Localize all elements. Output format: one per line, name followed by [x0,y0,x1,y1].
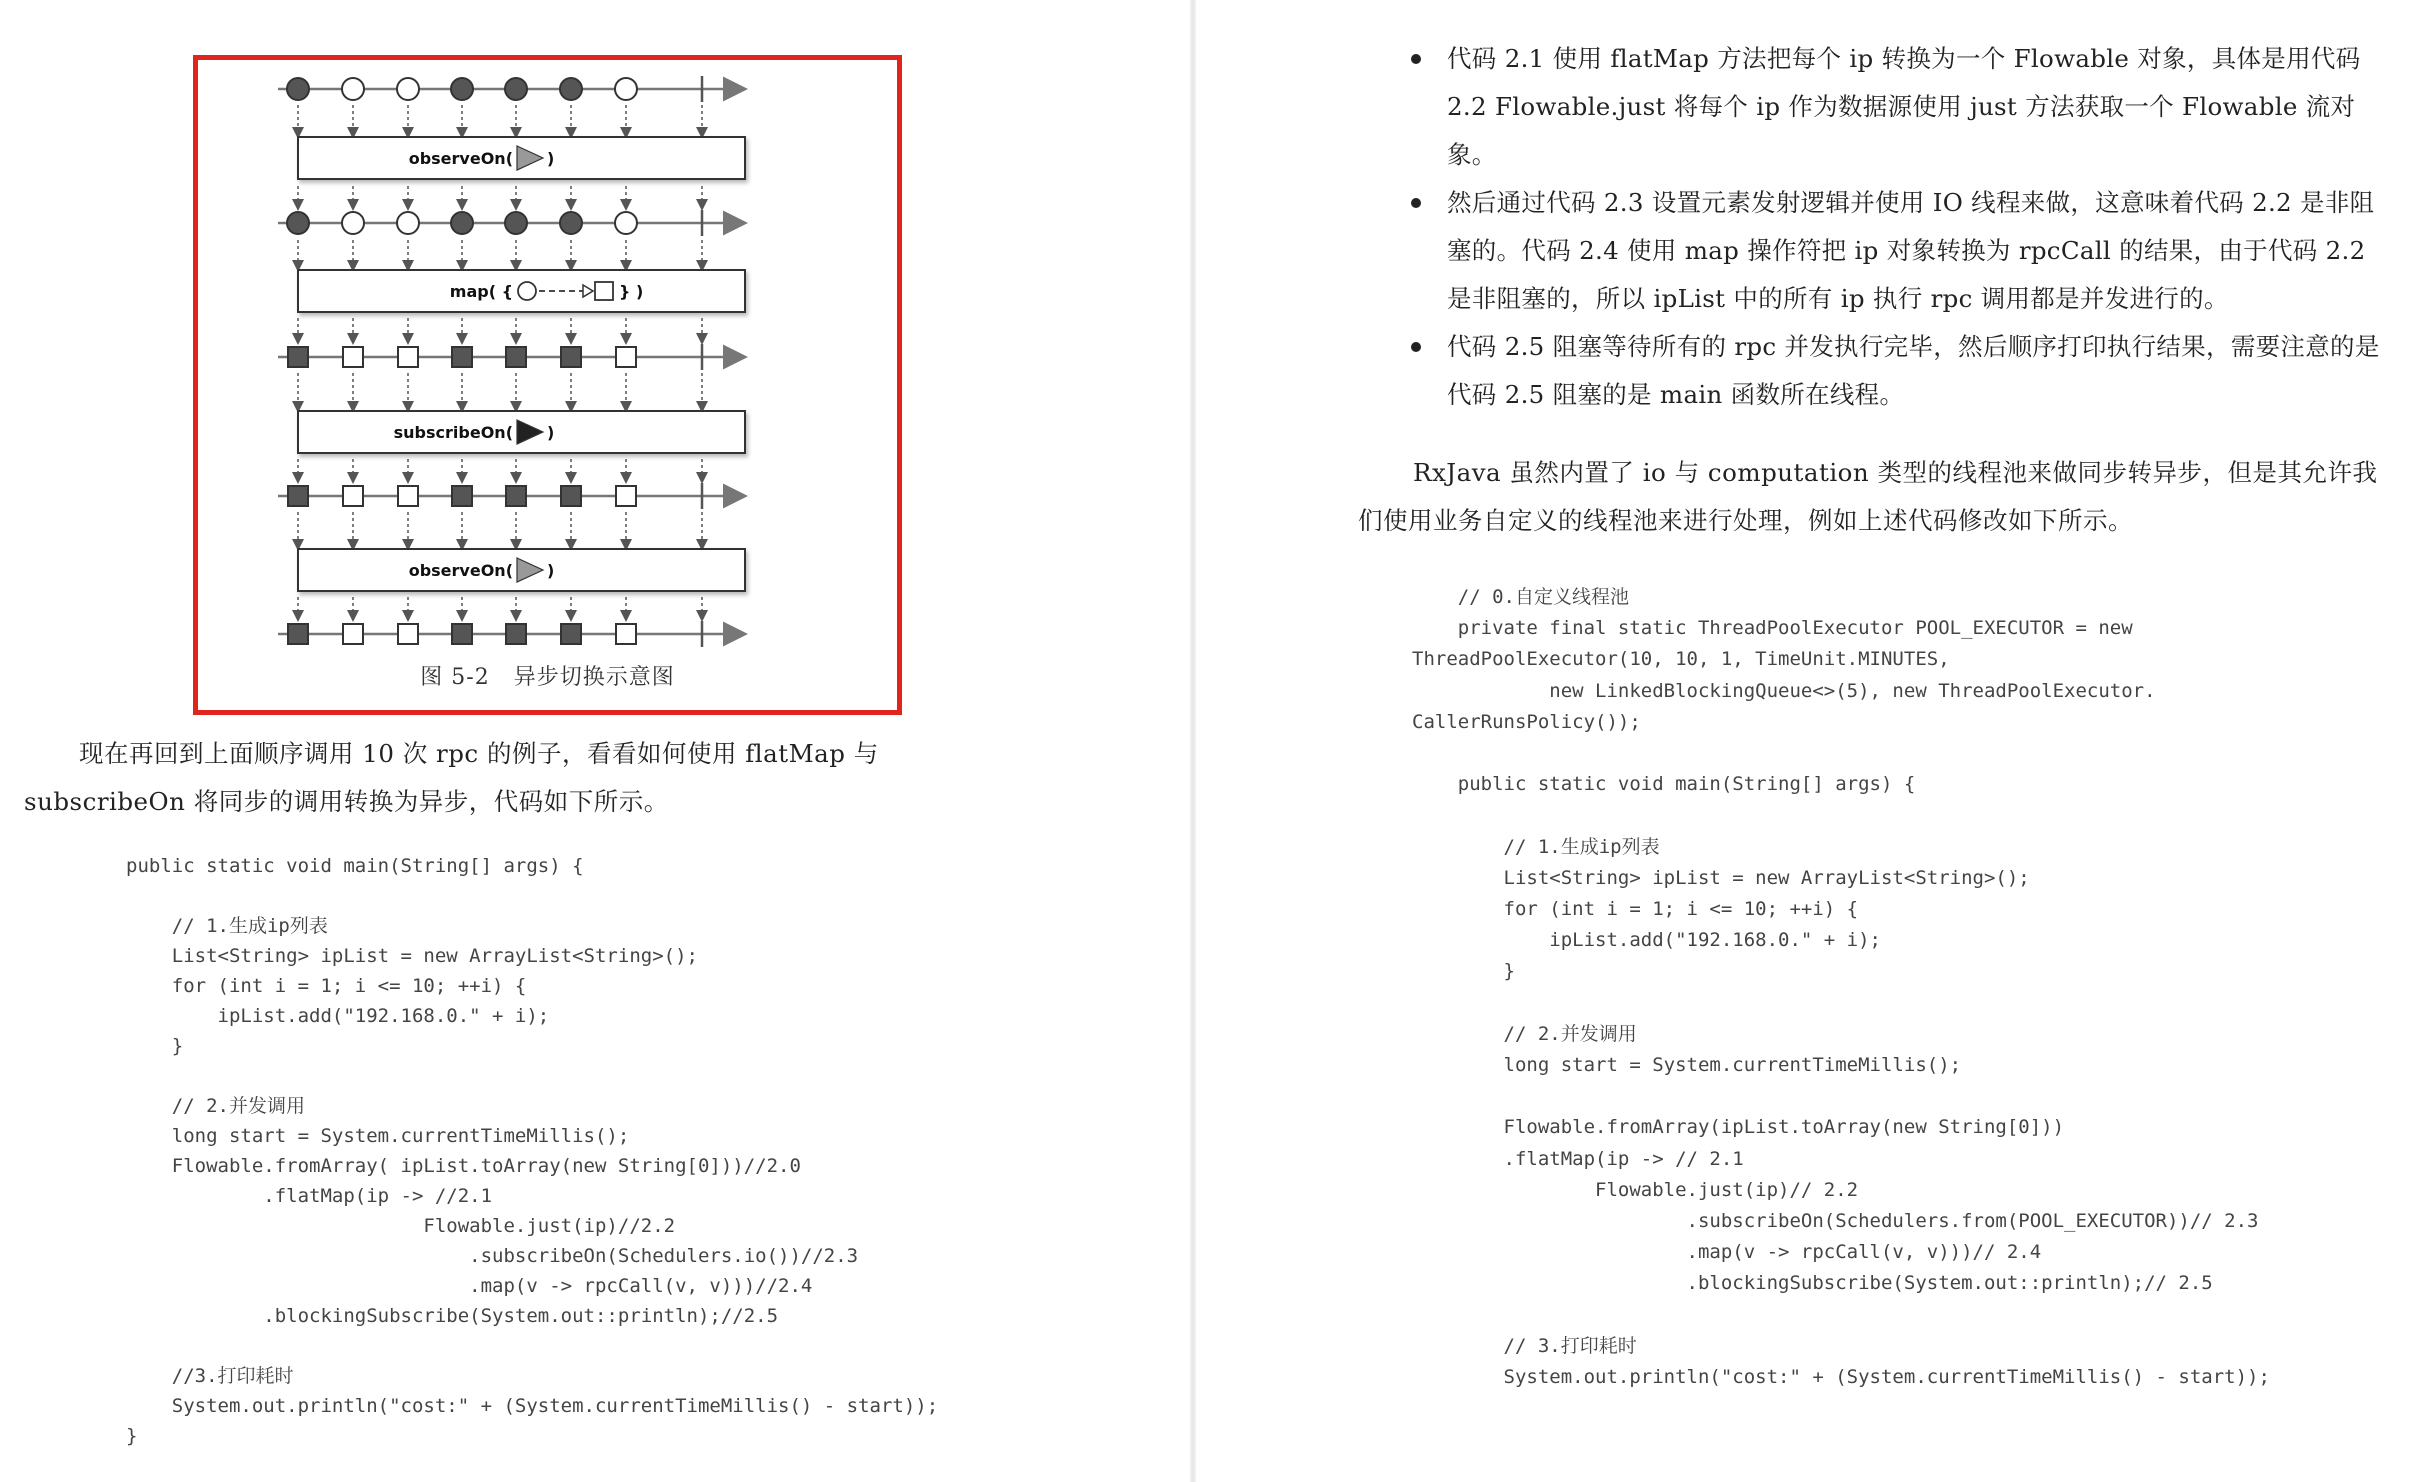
marble-square [288,624,308,644]
marble-circle [451,78,473,100]
marble-square [288,486,308,506]
code-line: Flowable.fromArray( ipList.toArray(new String[0]))//2.0 [126,1155,801,1177]
code-line: // 2.并发调用 [126,1095,305,1117]
marble-diagram [198,60,897,710]
code-line: // 1.生成ip列表 [126,915,328,937]
code-line: List<String> ipList = new ArrayList<String>(); [1412,866,2030,889]
code-line: public static void main(String[] args) { [1412,773,1916,796]
code-line: for (int i = 1; i <= 10; ++i) { [1412,898,1859,921]
code-line: .blockingSubscribe(System.out::println);// 2.5 [1412,1272,2213,1295]
marble-square [616,624,636,644]
figure-caption [198,660,897,691]
code-line: .flatMap(ip -> //2.1 [126,1185,493,1207]
code-line: //3.打印耗时 [126,1365,294,1387]
code-line: .map(v -> rpcCall(v, v)))//2.4 [126,1275,813,1297]
marble-square [452,347,472,367]
code-line: List<String> ipList = new ArrayList<String>(); [126,945,698,967]
operator-label: subscribeOn( [393,423,513,442]
operator-label-suffix: ) [547,149,555,168]
code-line: .map(v -> rpcCall(v, v)))// 2.4 [1412,1241,2042,1264]
code-line: // 1.生成ip列表 [1412,835,1660,858]
operator-label-suffix: } ) [619,282,644,301]
marble-square [616,486,636,506]
code-line: } [126,1035,184,1057]
marble-circle [287,78,309,100]
intro-paragraph: 现在再回到上面顺序调用 10 次 rpc 的例子，看看如何使用 flatMap 与 subscribeOn 将同步的调用转换为异步，代码如下所示。 [24,739,879,816]
bullet-item: 然后通过代码 2.3 设置元素发射逻辑并使用 IO 线程来做，这意味着代码 2.2 是非阻塞的。代码 2.4 使用 map 操作符把 ip 对象转换为 rpcCall 的结果，由于代码 2.2 是非阻塞的，所以 ipList 中的所有 ip 执行 rpc 调用都是并发进行的。 [1411,179,2386,323]
code-line: System.out.println("cost:" + (System.currentTimeMillis() - start)); [1412,1366,2270,1389]
marble-square [398,347,418,367]
marble-circle [287,212,309,234]
code-block-right [1412,582,2270,1393]
code-line: Flowable.just(ip)// 2.2 [1412,1178,1859,1201]
code-line: ThreadPoolExecutor(10, 10, 1, TimeUnit.MINUTES, [1412,648,1950,671]
explanation-bullets [1411,35,2386,419]
threadpool-paragraph: RxJava 虽然内置了 io 与 computation 类型的线程池来做同步转异步，但是其允许我们使用业务自定义的线程池来进行处理，例如上述代码修改如下所示。 [1358,458,2378,535]
operator-label: observeOn( [408,561,513,580]
code-line: long start = System.currentTimeMillis(); [126,1125,630,1147]
code-line: CallerRunsPolicy()); [1412,710,1641,733]
bullet-item: 代码 2.5 阻塞等待所有的 rpc 并发执行完毕，然后顺序打印执行结果，需要注意的是代码 2.5 阻塞的是 main 函数所在线程。 [1411,323,2386,419]
operator-label-suffix: ) [547,561,555,580]
circle-icon [518,282,536,300]
marble-square [398,624,418,644]
code-line: System.out.println("cost:" + (System.currentTimeMillis() - start)); [126,1395,939,1417]
code-line: Flowable.just(ip)//2.2 [126,1215,676,1237]
code-line: } [1412,960,1515,983]
marble-square [506,347,526,367]
bullet-dot-icon [1411,54,1421,64]
marble-square [343,624,363,644]
code-line: Flowable.fromArray(ipList.toArray(new String[0])) [1412,1116,2065,1139]
code-line [1412,988,2270,1019]
marble-circle [560,212,582,234]
code-line: // 0.自定义线程池 [1412,586,1629,608]
marble-circle [560,78,582,100]
marble-circle [397,78,419,100]
code-line: ipList.add("192.168.0." + i); [126,1005,550,1027]
operator-label: map( { [449,282,513,301]
marble-circle [505,212,527,234]
figure-title: 异步切换示意图 [513,665,675,690]
marble-square [398,486,418,506]
operator-label-suffix: ) [547,423,555,442]
code-line: .flatMap(ip -> // 2.1 [1412,1147,1744,1170]
left-page [0,0,1190,1482]
marble-square [561,624,581,644]
marble-square [506,624,526,644]
code-line: public static void main(String[] args) { [126,855,584,877]
figure-highlight-box [193,55,902,715]
marble-circle [505,78,527,100]
code-line: private final static ThreadPoolExecutor POOL_EXECUTOR = new [1412,617,2133,640]
code-line [1412,738,2270,769]
code-line: } [126,1425,138,1447]
code-line [1412,800,2270,831]
code-block-left [126,851,938,1451]
code-line: for (int i = 1; i <= 10; ++i) { [126,975,527,997]
operator-label: observeOn( [408,149,513,168]
marble-circle [342,78,364,100]
code-line [126,1331,938,1361]
square-icon [595,282,613,300]
marble-circle [615,212,637,234]
code-line: long start = System.currentTimeMillis(); [1412,1054,1962,1077]
code-line: .subscribeOn(Schedulers.from(POOL_EXECUTOR))// 2.3 [1412,1210,2259,1233]
marble-circle [615,78,637,100]
bullet-item: 代码 2.1 使用 flatMap 方法把每个 ip 转换为一个 Flowable 对象，具体是用代码 2.2 Flowable.just 将每个 ip 作为数据源使用 just 方法获取一个 Flowable 流对象。 [1411,35,2386,179]
marble-square [288,347,308,367]
code-line [126,1061,938,1091]
figure-number: 图 5-2 [420,665,490,690]
marble-square [616,347,636,367]
marble-square [452,624,472,644]
bullet-dot-icon [1411,198,1421,208]
code-line: ipList.add("192.168.0." + i); [1412,929,1881,952]
marble-circle [342,212,364,234]
code-line [1412,1081,2270,1112]
marble-square [452,486,472,506]
code-line: // 3.打印耗时 [1412,1334,1637,1357]
code-line: new LinkedBlockingQueue<>(5), new ThreadPoolExecutor. [1412,679,2156,702]
marble-square [506,486,526,506]
code-line: // 2.并发调用 [1412,1022,1637,1045]
code-line: .subscribeOn(Schedulers.io())//2.3 [126,1245,859,1267]
code-line: .blockingSubscribe(System.out::println);//2.5 [126,1305,779,1327]
marble-circle [397,212,419,234]
code-line [126,881,938,911]
marble-square [561,347,581,367]
code-line [1412,1300,2270,1331]
right-page [1196,0,2417,1482]
marble-circle [451,212,473,234]
marble-square [561,486,581,506]
bullet-dot-icon [1411,342,1421,352]
marble-square [343,347,363,367]
marble-square [343,486,363,506]
